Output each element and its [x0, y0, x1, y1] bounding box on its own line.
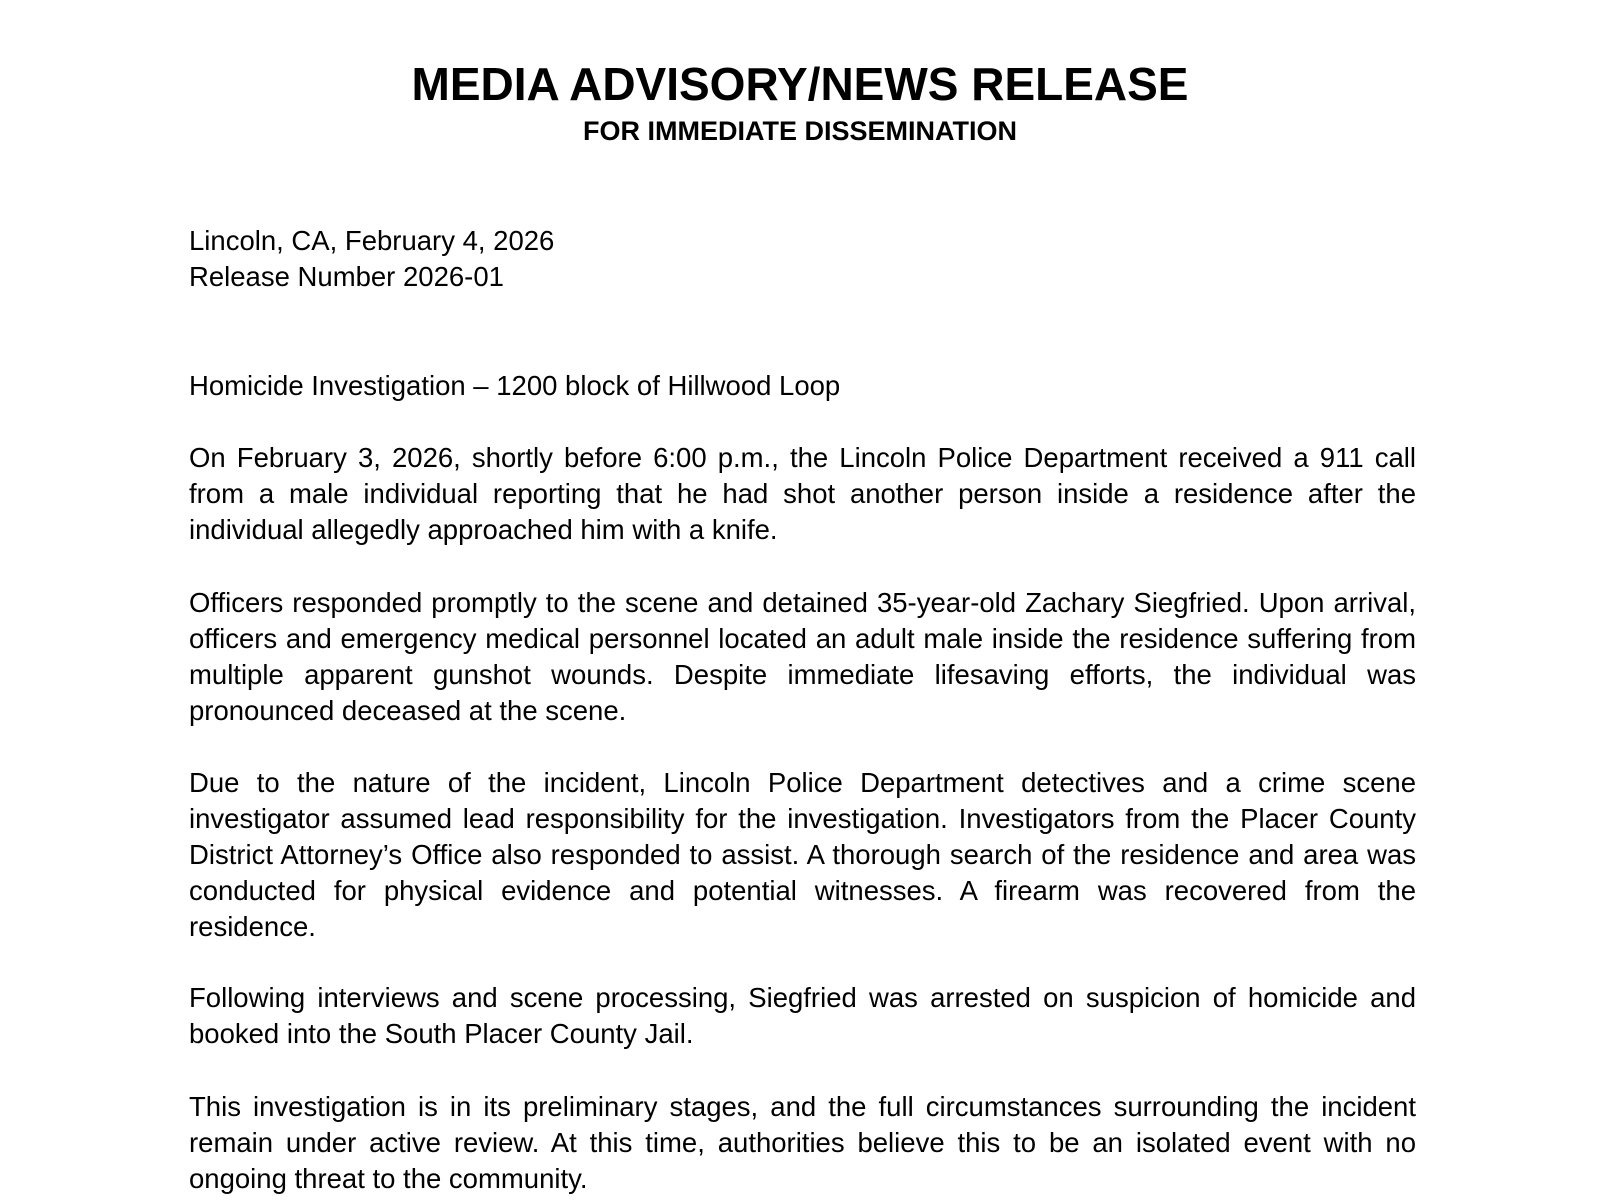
- paragraph-arrest: Following interviews and scene processing, Siegfried was arrested on suspicion of homicide and booked into the South Placer County Jail.: [189, 982, 1416, 1049]
- release-headline: Homicide Investigation – 1200 block of Hillwood Loop: [189, 370, 841, 401]
- location-date: Lincoln, CA, February 4, 2026: [189, 225, 555, 256]
- release-title: MEDIA ADVISORY/NEWS RELEASE: [411, 58, 1189, 110]
- paragraph-status: This investigation is in its preliminary stages, and the full circumstances surrounding the incident remain under active review. At this time, authorities believe this to be an isolated event with no ongoing threat to the community.: [189, 1091, 1416, 1194]
- release-subtitle: FOR IMMEDIATE DISSEMINATION: [583, 116, 1017, 146]
- release-number: Release Number 2026-01: [189, 261, 504, 292]
- dateline: [189, 223, 1416, 295]
- paragraph-investigation: Due to the nature of the incident, Lincoln Police Department detectives and a crime scene investigator assumed lead responsibility for the investigation. Investigators from the Placer County District Attorney’s Office also responded to assist. A thorough search of the residence and area was conducted for physical evidence and potential witnesses. A firearm was recovered from the residence.: [189, 767, 1416, 942]
- paragraph-officer-response: Officers responded promptly to the scene and detained 35-year-old Zachary Siegfried. Upon arrival, officers and emergency medical personnel located an adult male inside the residence suffering from multiple apparent gunshot wounds. Despite immediate lifesaving efforts, the individual was pronounced deceased at the scene.: [189, 587, 1416, 726]
- paragraph-incident-call: On February 3, 2026, shortly before 6:00 p.m., the Lincoln Police Department received a 911 call from a male individual reporting that he had shot another person inside a residence after the individual allegedly approached him with a knife.: [189, 442, 1416, 545]
